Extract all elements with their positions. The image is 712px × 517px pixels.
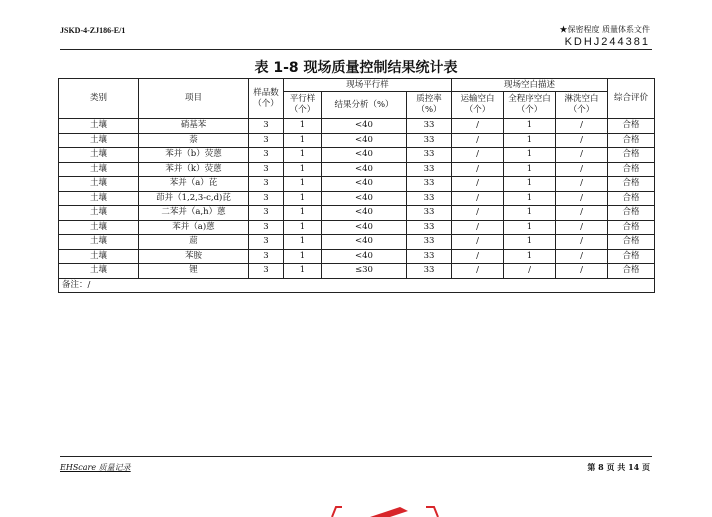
cell-parallel: 1	[284, 133, 322, 148]
cell-category: 土壤	[59, 119, 139, 134]
cell-samples: 3	[249, 133, 284, 148]
header-item: 项目	[139, 79, 249, 119]
cell-item: 苯并（a）芘	[139, 177, 249, 192]
cell-result: <40	[322, 162, 407, 177]
cell-result: <40	[322, 148, 407, 163]
cell-full-blank: 1	[504, 249, 556, 264]
cell-result: <40	[322, 177, 407, 192]
cell-full-blank: 1	[504, 235, 556, 250]
cell-evaluation: 合格	[608, 148, 655, 163]
cell-evaluation: 合格	[608, 162, 655, 177]
cell-evaluation: 合格	[608, 133, 655, 148]
qc-results-table	[58, 78, 655, 293]
cell-rinse: /	[556, 133, 608, 148]
cell-category: 土壤	[59, 220, 139, 235]
table-row	[59, 220, 655, 235]
cell-rinse: /	[556, 119, 608, 134]
header-blank-group: 现场空白描述	[452, 79, 608, 92]
cell-samples: 3	[249, 191, 284, 206]
cell-parallel: 1	[284, 206, 322, 221]
cell-transport: /	[452, 220, 504, 235]
header-parallel-group: 现场平行样	[284, 79, 452, 92]
header-rinse-blank: 淋洗空白（个）	[556, 92, 608, 119]
cell-samples: 3	[249, 220, 284, 235]
cell-qc: 33	[407, 177, 452, 192]
cell-rinse: /	[556, 220, 608, 235]
cell-transport: /	[452, 133, 504, 148]
red-stamp-fragment	[330, 505, 440, 517]
table-row	[59, 148, 655, 163]
cell-full-blank: 1	[504, 119, 556, 134]
cell-category: 土壤	[59, 162, 139, 177]
table-row	[59, 133, 655, 148]
cell-category: 土壤	[59, 133, 139, 148]
cell-item: 二苯并（a,h）蒽	[139, 206, 249, 221]
cell-rinse: /	[556, 162, 608, 177]
cell-full-blank: 1	[504, 220, 556, 235]
cell-transport: /	[452, 249, 504, 264]
header-right	[559, 24, 650, 48]
table-row	[59, 162, 655, 177]
cell-item: 苯并（a)蒽	[139, 220, 249, 235]
header-evaluation: 综合评价	[608, 79, 655, 119]
cell-item: 茚并（1,2,3-c,d)芘	[139, 191, 249, 206]
cell-parallel: 1	[284, 249, 322, 264]
cell-parallel: 1	[284, 119, 322, 134]
cell-evaluation: 合格	[608, 191, 655, 206]
cell-full-blank: 1	[504, 191, 556, 206]
cell-result: <40	[322, 206, 407, 221]
cell-item: 苯胺	[139, 249, 249, 264]
table-row	[59, 119, 655, 134]
cell-result: <40	[322, 249, 407, 264]
cell-transport: /	[452, 177, 504, 192]
cell-parallel: 1	[284, 220, 322, 235]
cell-qc: 33	[407, 264, 452, 279]
cell-result: <40	[322, 119, 407, 134]
cell-result: <40	[322, 235, 407, 250]
cell-samples: 3	[249, 119, 284, 134]
cell-evaluation: 合格	[608, 220, 655, 235]
cell-samples: 3	[249, 206, 284, 221]
table-row	[59, 191, 655, 206]
cell-qc: 33	[407, 206, 452, 221]
cell-category: 土壤	[59, 235, 139, 250]
cell-evaluation: 合格	[608, 264, 655, 279]
cell-samples: 3	[249, 148, 284, 163]
footer-label: EHScare 质量记录	[60, 463, 131, 472]
cell-result: <40	[322, 133, 407, 148]
cell-result: <40	[322, 191, 407, 206]
cell-transport: /	[452, 235, 504, 250]
header-result-analysis: 结果分析（%）	[322, 92, 407, 119]
cell-transport: /	[452, 191, 504, 206]
cell-parallel: 1	[284, 162, 322, 177]
header-parallel-count: 平行样（个）	[284, 92, 322, 119]
cell-rinse: /	[556, 177, 608, 192]
cell-evaluation: 合格	[608, 206, 655, 221]
cell-item: 硝基苯	[139, 119, 249, 134]
cell-samples: 3	[249, 249, 284, 264]
cell-full-blank: 1	[504, 148, 556, 163]
cell-full-blank: 1	[504, 133, 556, 148]
cell-samples: 3	[249, 264, 284, 279]
cell-category: 土壤	[59, 177, 139, 192]
header-full-blank: 全程序空白（个）	[504, 92, 556, 119]
cell-evaluation: 合格	[608, 235, 655, 250]
header-divider	[60, 49, 652, 50]
page-number: 第 8 页 共 14 页	[587, 462, 650, 472]
cell-qc: 33	[407, 191, 452, 206]
cell-qc: 33	[407, 220, 452, 235]
footer-divider	[60, 456, 652, 457]
table-row	[59, 235, 655, 250]
cell-category: 土壤	[59, 249, 139, 264]
cell-full-blank: 1	[504, 177, 556, 192]
cell-item: 苯并（k）荧蒽	[139, 162, 249, 177]
cell-qc: 33	[407, 133, 452, 148]
table-row	[59, 249, 655, 264]
confidentiality-label: ★保密程度 质量体系文件	[559, 25, 650, 34]
cell-evaluation: 合格	[608, 177, 655, 192]
cell-transport: /	[452, 264, 504, 279]
cell-full-blank: /	[504, 264, 556, 279]
cell-parallel: 1	[284, 148, 322, 163]
cell-transport: /	[452, 148, 504, 163]
cell-item: 苯并（b）荧蒽	[139, 148, 249, 163]
cell-qc: 33	[407, 235, 452, 250]
cell-item: 锂	[139, 264, 249, 279]
cell-qc: 33	[407, 119, 452, 134]
cell-parallel: 1	[284, 191, 322, 206]
header-transport-blank: 运输空白（个）	[452, 92, 504, 119]
cell-qc: 33	[407, 249, 452, 264]
cell-transport: /	[452, 162, 504, 177]
header-sample-count: 样品数（个）	[249, 79, 284, 119]
cell-transport: /	[452, 119, 504, 134]
remark-cell: 备注：/	[59, 278, 655, 292]
table-row	[59, 177, 655, 192]
header-category: 类别	[59, 79, 139, 119]
cell-qc: 33	[407, 162, 452, 177]
cell-parallel: 1	[284, 177, 322, 192]
cell-qc: 33	[407, 148, 452, 163]
cell-rinse: /	[556, 148, 608, 163]
cell-category: 土壤	[59, 206, 139, 221]
header-qc-rate: 质控率（%）	[407, 92, 452, 119]
cell-result: ≤30	[322, 264, 407, 279]
cell-category: 土壤	[59, 264, 139, 279]
cell-result: <40	[322, 220, 407, 235]
cell-samples: 3	[249, 177, 284, 192]
document-code: JSKD-4-ZJ186-E/1	[60, 26, 126, 35]
cell-transport: /	[452, 206, 504, 221]
table-row	[59, 264, 655, 279]
cell-evaluation: 合格	[608, 249, 655, 264]
cell-item: 䓛	[139, 235, 249, 250]
cell-samples: 3	[249, 235, 284, 250]
cell-rinse: /	[556, 235, 608, 250]
cell-samples: 3	[249, 162, 284, 177]
cell-full-blank: 1	[504, 206, 556, 221]
table-row	[59, 206, 655, 221]
cell-full-blank: 1	[504, 162, 556, 177]
cell-item: 萘	[139, 133, 249, 148]
cell-rinse: /	[556, 249, 608, 264]
cell-category: 土壤	[59, 191, 139, 206]
cell-evaluation: 合格	[608, 119, 655, 134]
cell-rinse: /	[556, 191, 608, 206]
cell-rinse: /	[556, 206, 608, 221]
table-title: 表 1-8 现场质量控制结果统计表	[254, 60, 458, 76]
cell-rinse: /	[556, 264, 608, 279]
report-code: KDHJ244381	[564, 36, 650, 48]
cell-category: 土壤	[59, 148, 139, 163]
cell-parallel: 1	[284, 264, 322, 279]
cell-parallel: 1	[284, 235, 322, 250]
